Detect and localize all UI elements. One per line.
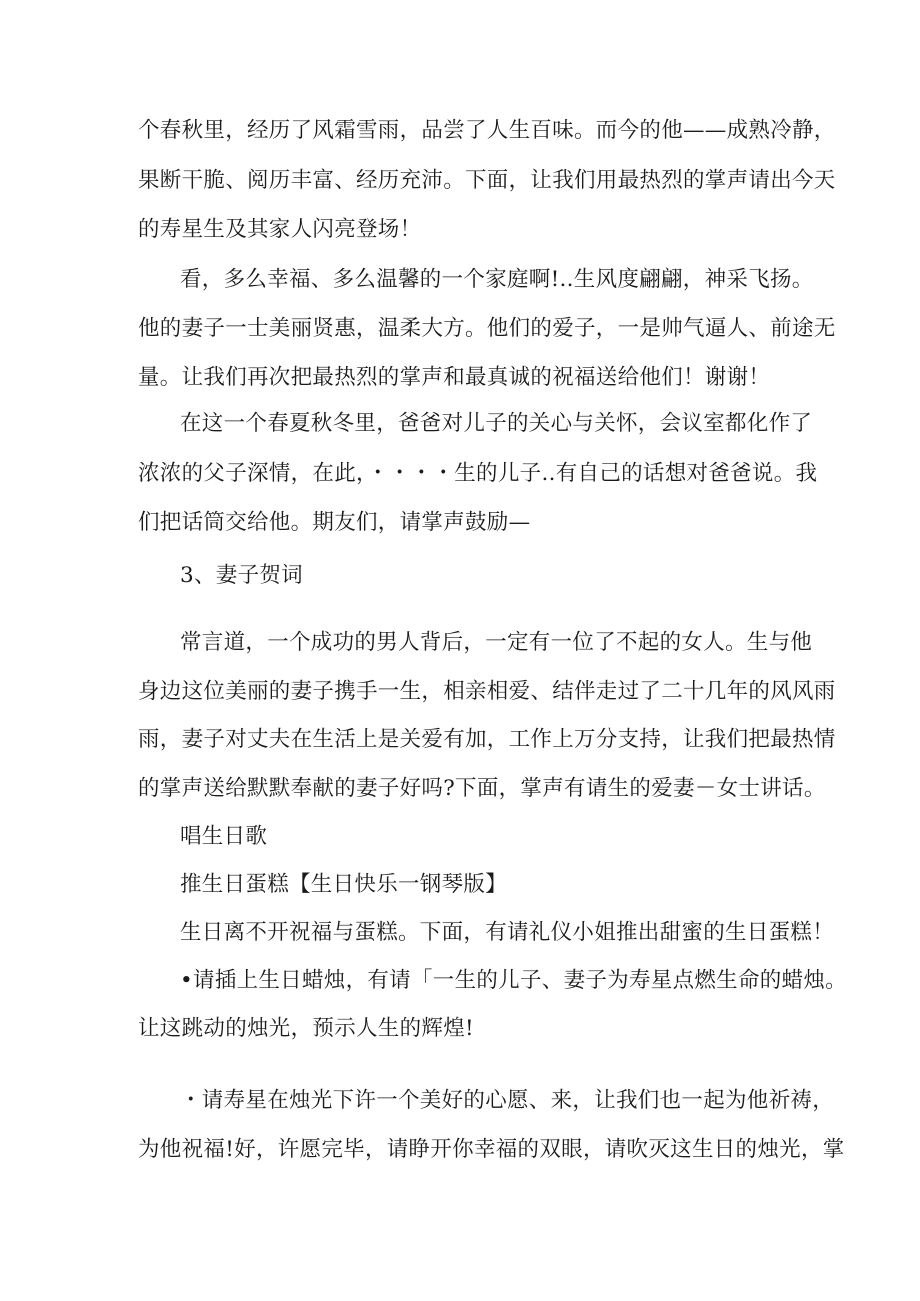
section-heading: 3、妻子贺词 bbox=[180, 563, 303, 588]
text-line: 为他祝福!好，许愿完毕，请睁开你幸福的双眼，请吹灭这生日的烛光，掌 bbox=[138, 1137, 845, 1162]
text-line: 的掌声送给默默奉献的妻子好吗?下面，掌声有请生的爱妻－女士讲话。 bbox=[138, 776, 826, 801]
text-line: 雨，妻子对丈夫在生活上是关爱有加，工作上万分支持，让我们把最热情 bbox=[138, 727, 836, 752]
text-line: 量。让我们再次把最热烈的掌声和最真诚的祝福送给他们！谢谢！ bbox=[138, 365, 771, 390]
text-line: 生日离不开祝福与蛋糕。下面，有请礼仪小姐推出甜蜜的生日蛋糕！ bbox=[180, 920, 835, 945]
text-line: 常言道，一个成功的男人背后，一定有一位了不起的女人。生与他 bbox=[180, 630, 813, 655]
text-line: 在这一个春夏秋冬里，爸爸对儿子的关心与关怀，会议室都化作了 bbox=[180, 411, 813, 436]
text-line: ・请寿星在烛光下许一个美好的心愿、来，让我们也一起为他祈祷， bbox=[180, 1088, 835, 1113]
text-line: 果断干脆、阅历丰富、经历充沛。下面，让我们用最热烈的掌声请出今天 bbox=[138, 168, 836, 193]
text-line: 的寿星生及其家人闪亮登场！ bbox=[138, 217, 422, 242]
text-line: 唱生日歌 bbox=[180, 824, 268, 849]
text-line: 浓浓的父子深情，在此，・・・・生的儿子..有自己的话想对爸爸说。我 bbox=[138, 461, 818, 486]
text-line: •请插上生日蜡烛，有请「一生的儿子、妻子为寿星点燃生命的蜡烛。 bbox=[180, 968, 847, 993]
text-line: 个春秋里，经历了风霜雪雨，品尝了人生百味。而今的他——成熟冷静， bbox=[138, 118, 836, 143]
text-line: 让这跳动的烛光，预示人生的辉煌! bbox=[138, 1016, 474, 1041]
text-line: 们把话筒交给他。期友们，请掌声鼓励— bbox=[138, 510, 531, 535]
text-line: 看，多么幸福、多么温馨的一个家庭啊!..生风度翩翩，神采飞扬。 bbox=[180, 267, 814, 292]
text-line: 身边这位美丽的妻子携手一生，相亲相爱、结伴走过了二十几年的风风雨 bbox=[138, 679, 836, 704]
text-line: 推生日蛋糕【生日快乐一钢琴版】 bbox=[180, 872, 508, 897]
text-line: 他的妻子一士美丽贤惠，温柔大方。他们的爱子，一是帅气逼人、前途无 bbox=[138, 316, 836, 341]
